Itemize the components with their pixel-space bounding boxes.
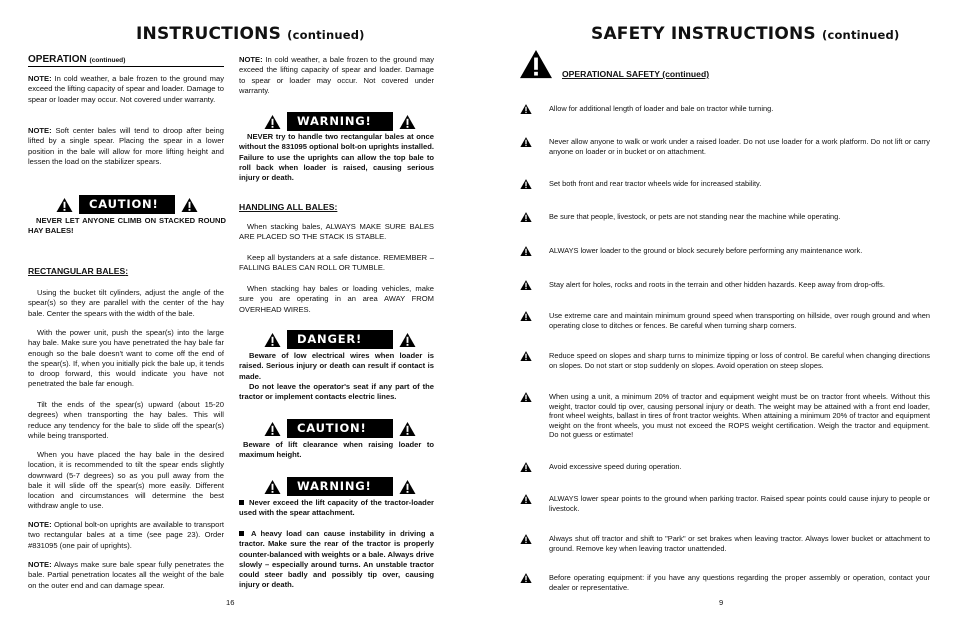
safety-item: Always shut off tractor and shift to "Park" or set brakes when leaving tractor. Always lower bucket or attachment to ground. Remove key when leaving tractor unattended. [520, 534, 930, 553]
caution-climb-text: NEVER LET ANYONE CLIMB ON STACKED ROUND HAY BALES! [28, 216, 226, 236]
warning-triangle-icon [520, 350, 532, 362]
rect-paragraph-1: Using the bucket tilt cylinders, adjust the angle of the spear(s) so they are parallel with the center of the hay bale. Center the spears with the width of the bale. [28, 288, 224, 318]
rect-paragraph-4: When you have placed the hay bale in the desired location, it is recommended to tilt the spear ends slightly downward (5-7 degrees) so as you pull away from the bale it will slide off the spear(s) more easily. Different location and circumstances will determine the best withdraw angle to use. [28, 450, 224, 511]
safety-item: Never allow anyone to walk or work under a raised loader. Do not use loader for a work platform. Do not lift or carry anyone on loader or in bucket or on attachment. [520, 137, 930, 156]
warning-triangle-icon [520, 178, 532, 190]
warning-triangle-icon [399, 332, 416, 348]
handling-paragraph-3: When stacking hay bales or loading vehicles, make sure you are operating in an area AWAY FROM OVERHEAD WIRES. [239, 284, 434, 314]
handling-paragraph-1: When stacking bales, ALWAYS MAKE SURE BALES ARE PLACED SO THE STACK IS STABLE. [239, 222, 434, 242]
rect-paragraph-2: With the power unit, push the spear(s) into the large hay bale. Make sure you have penetrated the hay bale far enough so the bale doesn't want to come off the end of the spear(s). If, when you initially pick the bale up, it tends to droop forward, this would indicate you have not penetrated the bale far enough. [28, 328, 224, 389]
danger-wires-text: Beware of low electrical wires when loader is raised. Serious injury or death can result if contact is made. [239, 351, 434, 381]
safety-item: Reduce speed on slopes and sharp turns to minimize tipping or loss of control. Be careful when changing directions on slopes. Do not start or stop suddenly on slopes. Avoid operation on steep slopes. [520, 351, 930, 370]
operational-safety-heading: OPERATIONAL SAFETY (continued) [562, 69, 710, 79]
note-penetration: NOTE: Always make sure bale spear fully penetrates the bale. Partial penetration locates all the weight of the bale on the outer end and can damage spear. [28, 560, 224, 590]
warning-triangle-icon [181, 197, 198, 213]
warning-lift-capacity: Never exceed the lift capacity of the tractor-loader used with the spear attachment. [239, 498, 434, 518]
warning-triangle-icon [520, 391, 532, 403]
warning-triangle-icon [264, 421, 281, 437]
note-soft-center: NOTE: Soft center bales will tend to droop after being lifted by a single spear. Placing the spear in a lower position in the bale will allow for more lifting height and lessen the load on the stabilizer spears. [28, 126, 224, 166]
warning-sign-2: WARNING! [264, 477, 416, 496]
danger-sign: DANGER! [264, 330, 416, 349]
safety-item: Before operating equipment: if you have any questions regarding the proper assembly or operation, contact your dealer or representative. [520, 573, 930, 592]
warning-triangle-icon [520, 493, 532, 505]
safety-item: Allow for additional length of loader and bale on tractor while turning. [520, 104, 930, 115]
caution-clearance-text: Beware of lift clearance when raising loader to maximum height. [239, 440, 434, 460]
note-uprights: NOTE: Optional bolt-on uprights are available to transport two rectangular bales at a time (see page 23). Order #831095 (one pair of uprights). [28, 520, 224, 550]
bullet-square-icon [239, 531, 244, 536]
safety-item: Use extreme care and maintain minimum ground speed when transporting on hillside, over rough ground and when operating close to ditches or fences. Be careful when turning sharp corners. [520, 311, 930, 330]
handling-bales-heading: HANDLING ALL BALES: [239, 202, 338, 212]
warning-triangle-icon [520, 310, 532, 322]
warning-triangle-icon [520, 245, 532, 257]
danger-seat-text: Do not leave the operator's seat if any part of the tractor or implement contacts electric lines. [239, 382, 434, 402]
warning-triangle-icon [56, 197, 73, 213]
warning-triangle-icon [520, 136, 532, 148]
bullet-square-icon [239, 500, 244, 505]
safety-item: ALWAYS lower loader to the ground or block securely before performing any maintenance work. [520, 246, 930, 257]
warning-triangle-icon [520, 211, 532, 223]
warning-sign-1: WARNING! [264, 112, 416, 131]
caution-sign-2: CAUTION! [264, 419, 416, 438]
warning-triangle-icon [399, 479, 416, 495]
warning-triangle-icon [264, 114, 281, 130]
safety-item: ALWAYS lower spear points to the ground when parking tractor. Raised spear points could cause injury to people or livestock. [520, 494, 930, 513]
warning-triangle-icon [264, 479, 281, 495]
warning-triangle-icon [520, 279, 532, 291]
caution-sign: CAUTION! [56, 195, 198, 214]
warning-uprights-text: NEVER try to handle two rectangular bales at once without the 831095 optional bolt-on uprights installed. Failure to use the uprights can allow the top bale to roll back when loader is raised, causing serious injury or death. [239, 132, 434, 183]
safety-item: Set both front and rear tractor wheels wide for increased stability. [520, 179, 930, 190]
right-page-title: SAFETY INSTRUCTIONS (continued) [591, 24, 900, 44]
safety-item: When using a unit, a minimum 20% of tractor and equipment weight must be on tractor front wheels. Without this weight, tractor could tip over, causing personal injury or death. The weight may be attained with a front end loader, front wheel weights, ballast in tires of front tractor weights. When attaining a minimum 20% of tractor and equipment weight on the front wheels, you must not exceed the ROPS weight certification. Weigh the tractor and equipment. Do not guess or estimate! [520, 392, 930, 440]
operation-heading: OPERATION (continued) [28, 54, 224, 67]
warning-triangle-icon [399, 114, 416, 130]
handling-paragraph-2: Keep all bystanders at a safe distance. REMEMBER – FALLING BALES CAN ROLL OR TUMBLE. [239, 253, 434, 273]
note-cold-weather: NOTE: In cold weather, a bale frozen to the ground may exceed the lifting capacity of spear and loader. Damage to spear or loader may occur. Not covered under warranty. [28, 74, 224, 104]
large-warning-triangle-icon [519, 47, 553, 81]
left-page-title: INSTRUCTIONS (continued) [136, 24, 365, 44]
safety-item: Be sure that people, livestock, or pets are not standing near the machine while operating. [520, 212, 930, 223]
safety-item: Avoid excessive speed during operation. [520, 462, 930, 473]
warning-heavy-load: A heavy load can cause instability in driving a tractor. Make sure the rear of the tractor is properly counter-balanced with weights or a bale. Always drive slowly – especially around turns. An unstable tractor could steer badly and possibly tip over, causing injury or death. [239, 529, 434, 590]
warning-triangle-icon [399, 421, 416, 437]
warning-triangle-icon [520, 572, 532, 584]
warning-triangle-icon [520, 461, 532, 473]
right-page-number: 9 [719, 598, 724, 607]
warning-triangle-icon [520, 103, 532, 115]
note-cold-weather-2: NOTE: In cold weather, a bale frozen to the ground may exceed the lifting capacity of spear and loader. Damage to spear or loader may occur. Not covered under warranty. [239, 55, 434, 95]
left-page-number: 16 [226, 598, 235, 607]
warning-triangle-icon [264, 332, 281, 348]
warning-triangle-icon [520, 533, 532, 545]
safety-item: Stay alert for holes, rocks and roots in the terrain and other hidden hazards. Keep away from drop-offs. [520, 280, 930, 291]
rectangular-bales-heading: RECTANGULAR BALES: [28, 266, 129, 276]
rect-paragraph-3: Tilt the ends of the spear(s) upward (about 15-20 degrees) when transporting the hay bales. This will reduce any tendency for the bale to slide off the spear(s) while being transported. [28, 400, 224, 440]
